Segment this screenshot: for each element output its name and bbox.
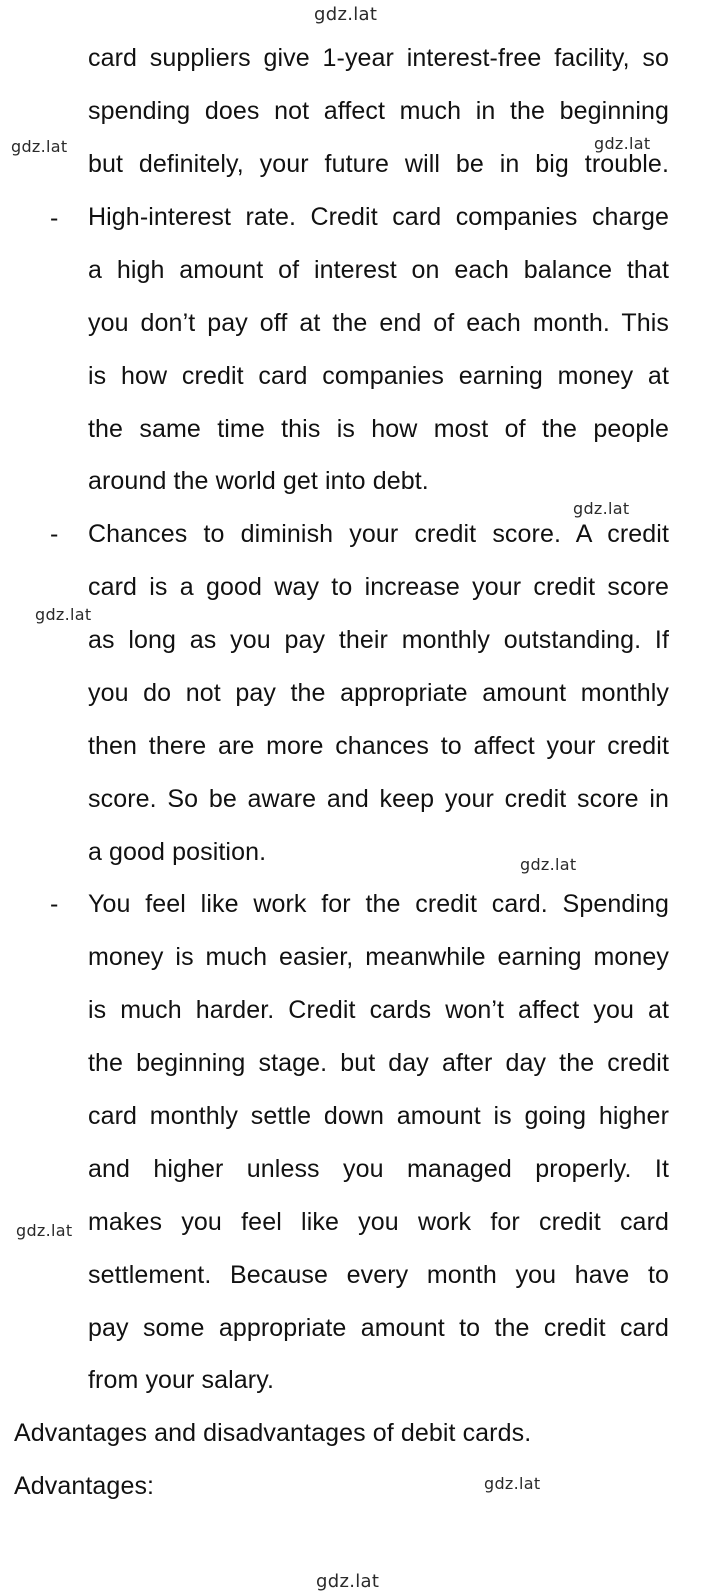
text-line: but definitely, your future will be in big trouble. — [88, 150, 669, 178]
watermark: gdz.lat — [573, 499, 630, 518]
text-line: You feel like work for the credit card. Spending — [88, 890, 669, 918]
section-heading: Advantages and disadvantages of debit cards. — [14, 1419, 532, 1447]
text-line: around the world get into debt. — [88, 467, 429, 495]
text-line: is how credit card companies earning money at — [88, 362, 669, 390]
watermark: gdz.lat — [314, 4, 378, 25]
text-line: you do not pay the appropriate amount monthly — [88, 679, 669, 707]
text-line: a good position. — [88, 838, 267, 866]
text-line: the same time this is how most of the people — [88, 415, 669, 443]
watermark: gdz.lat — [11, 137, 68, 156]
watermark: gdz.lat — [316, 1571, 380, 1592]
text-line: card is a good way to increase your credit score — [88, 573, 669, 601]
text-line: settlement. Because every month you have to — [88, 1261, 669, 1289]
text-line: money is much easier, meanwhile earning money — [88, 943, 669, 971]
text-line: a high amount of interest on each balance that — [88, 256, 669, 284]
text-line: from your salary. — [88, 1366, 275, 1394]
watermark: gdz.lat — [520, 855, 577, 874]
text-line: as long as you pay their monthly outstanding. If — [88, 626, 669, 654]
watermark: gdz.lat — [484, 1474, 541, 1493]
text-line: is much harder. Credit cards won’t affect you at — [88, 996, 669, 1024]
text-line: spending does not affect much in the beginning — [88, 97, 669, 125]
text-line: makes you feel like you work for credit card — [88, 1208, 669, 1236]
text-line: the beginning stage. but day after day the credit — [88, 1049, 669, 1077]
watermark: gdz.lat — [35, 605, 92, 624]
watermark: gdz.lat — [594, 134, 651, 153]
bullet-dash: - — [50, 890, 59, 918]
text-line: and higher unless you managed properly. It — [88, 1155, 669, 1183]
text-line: score. So be aware and keep your credit score in — [88, 785, 669, 813]
text-line: you don’t pay off at the end of each month. This — [88, 309, 669, 337]
text-line: card monthly settle down amount is going higher — [88, 1102, 669, 1130]
bullet-dash: - — [50, 520, 59, 548]
text-line: pay some appropriate amount to the credit card — [88, 1314, 669, 1342]
subsection-heading: Advantages: — [14, 1472, 155, 1500]
watermark: gdz.lat — [16, 1221, 73, 1240]
text-line: card suppliers give 1-year interest-free facility, so — [88, 44, 669, 72]
text-line: then there are more chances to affect your credit — [88, 732, 669, 760]
text-line: Chances to diminish your credit score. A credit — [88, 520, 669, 548]
bullet-dash: - — [50, 204, 59, 232]
text-line: High-interest rate. Credit card companies charge — [88, 203, 669, 231]
